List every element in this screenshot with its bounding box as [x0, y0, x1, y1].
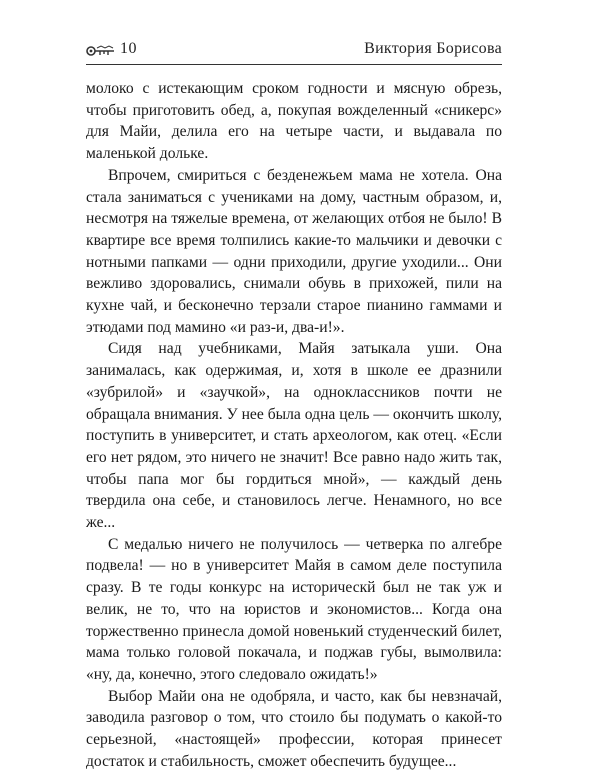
- header-rule: [86, 64, 502, 65]
- paragraph: Впрочем, смириться с безденежьем мама не хотела. Она стала заниматься с учениками на дому, частным образом, и, несмотря на тяжелые времена, от желающих отбоя не было! В квартире все время толпились какие-то мальчики и девочки с нотными папками — одни приходили, другие уходили... Они вежливо здоровались, снимали обувь в прихожей, пили на кухне чай, и бесконечно терзали старое пианино гаммами и этюдами под мамино «и раз-и, два-и!».: [86, 166, 502, 336]
- key-ornament-icon: [86, 44, 116, 58]
- paragraph: С медалью ничего не получилось — четверка по алгебре подвела! — но в университет Майя в самом деле поступила сразу. В те годы конкурс на историческй был не так уж и велик, не то, что на юристов и экономистов... Когда она торжественно принесла домой новенький студенческий билет, мама только головой покачала, и поджав губы, вымолвила: «ну, да, конечно, этого следовало ожидать!»: [86, 535, 502, 683]
- running-head-author: Виктория Борисова: [364, 40, 502, 57]
- paragraph: Сидя над учебниками, Майя затыкала уши. Она занималась, как одержимая, и, хотя в школе ее дразнили «зубрилой» и «заучкой», на одноклассников почти не обращала внимания. У нее была одна цель — окончить школу, поступить в университет, и стать археологом, как отец. «Если его нет рядом, это ничего не значит! Все равно надо жить так, чтобы папа мог бы гордиться мной», — каждый день твердила она себе, и становилось легче. Ненамного, но все же...: [86, 340, 502, 532]
- body-text: [86, 78, 502, 773]
- paragraph: Выбор Майи она не одобряла, и часто, как бы невзначай, заводила разговор о том, что стоило бы подумать о какой-то серьезной, «настоящей» профессии, которая принесет достаток и стабильность, сможет обеспечить будущее...: [86, 687, 502, 770]
- running-head: [86, 40, 502, 62]
- page-number: 10: [120, 40, 137, 57]
- paragraph: молоко с истекающим сроком годности и мясную обрезь, чтобы приготовить обед, а, покупая вожделенный «сникерс» для Майи, делила его на четыре части, и выдавала по маленькой дольке.: [86, 80, 502, 163]
